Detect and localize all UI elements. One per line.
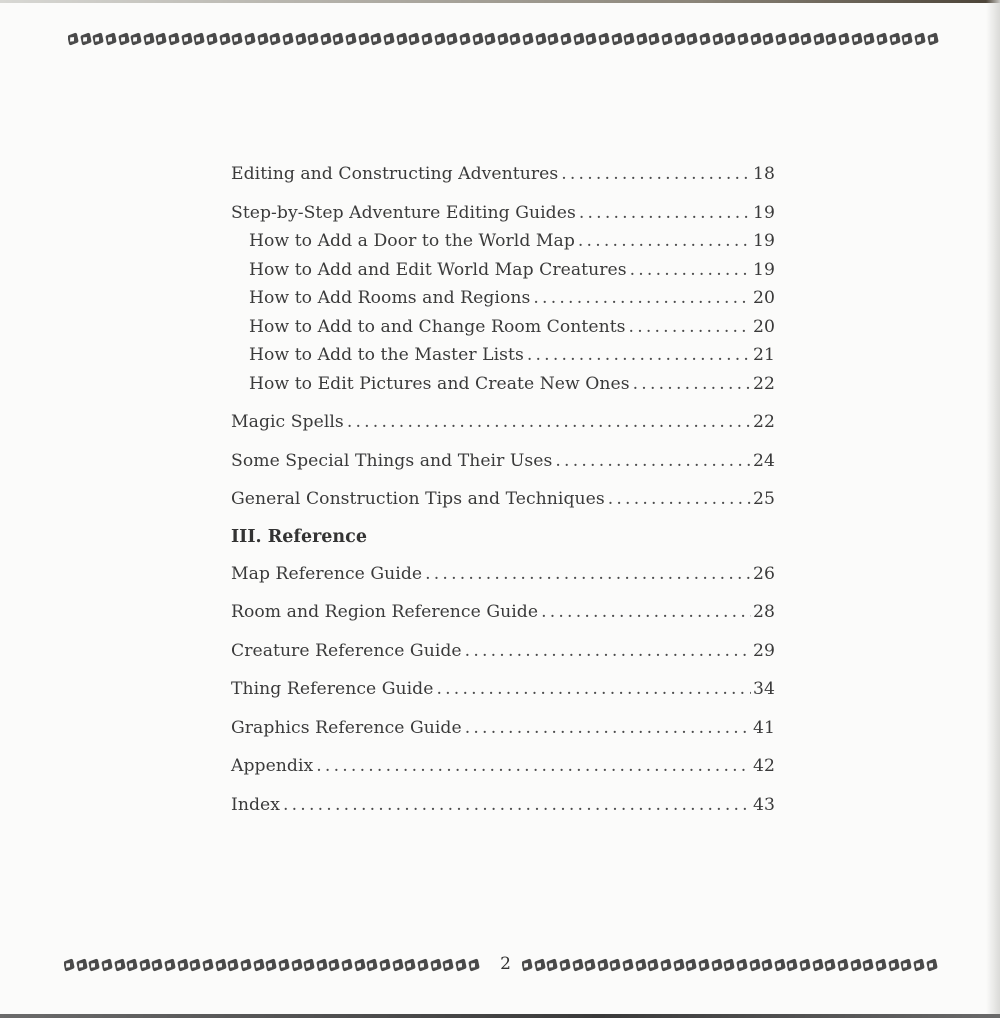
chain-link-icon (851, 32, 862, 45)
chain-link-icon (711, 958, 722, 971)
bottom-left-chain-border (64, 958, 489, 972)
chain-link-icon (522, 958, 533, 971)
chain-link-icon (320, 32, 331, 45)
dot-leader (555, 447, 751, 476)
chain-link-icon (927, 32, 938, 45)
chain-link-icon (597, 958, 608, 971)
chain-link-icon (307, 32, 318, 45)
toc-entry-page: 20 (753, 316, 775, 337)
toc-entry-title: How to Add Rooms and Regions (249, 288, 531, 308)
chain-link-icon (799, 958, 810, 971)
toc-entry[interactable] (231, 485, 775, 514)
bottom-right-chain-border (522, 958, 944, 972)
chain-link-icon (421, 32, 432, 45)
toc-entry-page: 43 (753, 794, 775, 815)
chain-link-icon (648, 958, 659, 971)
chain-link-icon (459, 32, 470, 45)
spacer (231, 704, 775, 714)
chain-link-icon (926, 958, 937, 971)
toc-entry[interactable] (231, 675, 775, 704)
spacer (231, 189, 775, 199)
chain-link-icon (762, 32, 773, 45)
chain-link-icon (636, 32, 647, 45)
chain-link-icon (725, 32, 736, 45)
chain-link-icon (329, 958, 340, 971)
toc-subentry[interactable] (231, 227, 775, 256)
chain-link-icon (864, 32, 875, 45)
toc-entry[interactable] (231, 752, 775, 781)
toc-entry[interactable] (231, 791, 775, 820)
chain-link-icon (442, 958, 453, 971)
scan-top-edge (0, 0, 1000, 3)
toc-entry-title: How to Add a Door to the World Map (249, 231, 575, 251)
toc-entry-title: How to Add to and Change Room Contents (249, 316, 626, 337)
spacer (231, 781, 775, 791)
dot-leader (541, 598, 751, 627)
toc-entry-title: Room and Region Reference Guide (231, 602, 539, 622)
dot-leader (629, 313, 751, 342)
chain-link-icon (130, 32, 141, 45)
toc-entry-page: 25 (753, 489, 775, 509)
chain-link-icon (417, 958, 428, 971)
chain-link-icon (101, 958, 112, 971)
chain-link-icon (152, 958, 163, 971)
chain-link-icon (266, 958, 277, 971)
chain-link-icon (611, 32, 622, 45)
chain-link-icon (900, 958, 911, 971)
chain-link-icon (902, 32, 913, 45)
page-number: 2 (500, 954, 511, 974)
dot-leader (579, 199, 751, 228)
spacer (231, 627, 775, 637)
toc-entry-title: Magic Spells (231, 412, 344, 432)
dot-leader (465, 714, 751, 743)
chain-link-icon (232, 32, 243, 45)
toc-subentry[interactable] (231, 256, 775, 285)
dot-leader (283, 791, 751, 820)
toc-subentry[interactable] (231, 341, 775, 370)
toc-entry-page: 28 (753, 602, 775, 622)
toc-entry-title: Some Special Things and Their Uses (231, 450, 553, 471)
chain-link-icon (788, 32, 799, 45)
chain-link-icon (825, 958, 836, 971)
chain-link-icon (750, 32, 761, 45)
chain-link-icon (194, 32, 205, 45)
chain-link-icon (775, 32, 786, 45)
chain-link-icon (64, 958, 75, 971)
chain-link-icon (396, 32, 407, 45)
chain-link-icon (430, 958, 441, 971)
toc-entry-page: 41 (753, 717, 775, 738)
toc-entry-title: Index (231, 794, 280, 815)
dot-leader (465, 637, 751, 666)
chain-link-icon (181, 32, 192, 45)
chain-link-icon (333, 32, 344, 45)
toc-entry[interactable] (231, 160, 775, 189)
chain-link-icon (156, 32, 167, 45)
chain-link-icon (787, 958, 798, 971)
chain-link-icon (623, 32, 634, 45)
toc-entry-page: 42 (753, 756, 775, 776)
spacer (231, 475, 775, 485)
chain-link-icon (622, 958, 633, 971)
chain-link-icon (826, 32, 837, 45)
chain-link-icon (354, 958, 365, 971)
chain-link-icon (813, 32, 824, 45)
toc-entry-title: How to Add to the Master Lists (249, 345, 524, 365)
chain-link-icon (253, 958, 264, 971)
chain-link-icon (800, 32, 811, 45)
chain-link-icon (484, 32, 495, 45)
chain-link-icon (383, 32, 394, 45)
chain-link-icon (240, 958, 251, 971)
dot-leader (316, 752, 751, 781)
chain-link-icon (724, 958, 735, 971)
chain-link-icon (80, 32, 91, 45)
chain-link-icon (838, 32, 849, 45)
toc-entry-title: Creature Reference Guide (231, 640, 462, 661)
toc-subentry[interactable] (231, 370, 775, 399)
toc-entry-title: Appendix (231, 756, 314, 776)
dot-leader (527, 341, 751, 370)
chain-link-icon (143, 32, 154, 45)
chain-link-icon (510, 32, 521, 45)
chain-link-icon (168, 32, 179, 45)
toc-entry[interactable] (231, 199, 775, 228)
chain-link-icon (649, 32, 660, 45)
chain-link-icon (586, 32, 597, 45)
chain-link-icon (888, 958, 899, 971)
chain-link-icon (736, 958, 747, 971)
chain-link-icon (837, 958, 848, 971)
chain-link-icon (278, 958, 289, 971)
top-chain-border (68, 32, 944, 46)
chain-link-icon (405, 958, 416, 971)
toc-subentry[interactable] (231, 284, 775, 313)
chain-link-icon (282, 32, 293, 45)
spacer (231, 588, 775, 598)
chain-link-icon (215, 958, 226, 971)
chain-link-icon (270, 32, 281, 45)
toc-entry-page: 26 (753, 563, 775, 584)
chain-link-icon (126, 958, 137, 971)
chain-link-icon (673, 958, 684, 971)
toc-entry-title: Thing Reference Guide (231, 679, 434, 699)
dot-leader (633, 370, 751, 399)
toc-entry-title: Editing and Constructing Adventures (231, 164, 559, 184)
chain-link-icon (876, 32, 887, 45)
chain-link-icon (535, 32, 546, 45)
dot-leader (425, 560, 751, 589)
chain-link-icon (371, 32, 382, 45)
chain-link-icon (190, 958, 201, 971)
chain-link-icon (316, 958, 327, 971)
chain-link-icon (68, 32, 79, 45)
chain-link-icon (674, 32, 685, 45)
dot-leader (347, 408, 751, 437)
toc-entry-title: How to Edit Pictures and Create New Ones (249, 373, 630, 394)
chain-link-icon (522, 32, 533, 45)
chain-link-icon (379, 958, 390, 971)
toc-entry[interactable] (231, 447, 775, 476)
chain-link-icon (409, 32, 420, 45)
chain-link-icon (392, 958, 403, 971)
chain-link-icon (177, 958, 188, 971)
toc-entry-page: 19 (753, 259, 775, 280)
chain-link-icon (244, 32, 255, 45)
chain-link-icon (89, 958, 100, 971)
chain-link-icon (206, 32, 217, 45)
chain-link-icon (699, 32, 710, 45)
spacer (231, 742, 775, 752)
toc-entry[interactable] (231, 560, 775, 589)
chain-link-icon (548, 32, 559, 45)
chain-link-icon (712, 32, 723, 45)
chain-link-icon (914, 32, 925, 45)
chain-link-icon (687, 32, 698, 45)
chain-link-icon (164, 958, 175, 971)
dot-leader (608, 485, 751, 514)
chain-link-icon (761, 958, 772, 971)
chain-link-icon (228, 958, 239, 971)
chain-link-icon (455, 958, 466, 971)
toc-entry-page: 29 (753, 640, 775, 661)
chain-link-icon (358, 32, 369, 45)
spacer (231, 665, 775, 675)
chain-link-icon (774, 958, 785, 971)
toc-entry-page: 20 (753, 288, 775, 308)
chain-link-icon (295, 32, 306, 45)
dot-leader (561, 160, 751, 189)
chain-link-icon (345, 32, 356, 45)
chain-link-icon (472, 32, 483, 45)
chain-link-icon (341, 958, 352, 971)
toc-entry-page: 22 (753, 373, 775, 394)
chain-link-icon (139, 958, 150, 971)
chain-link-icon (610, 958, 621, 971)
chain-link-icon (367, 958, 378, 971)
dot-leader (578, 227, 751, 256)
toc-entry-title: How to Add and Edit World Map Creatures (249, 259, 627, 280)
chain-link-icon (93, 32, 104, 45)
chain-link-icon (303, 958, 314, 971)
chain-link-icon (560, 32, 571, 45)
chain-link-icon (661, 32, 672, 45)
table-of-contents (231, 160, 775, 819)
chain-link-icon (434, 32, 445, 45)
chain-link-icon (202, 958, 213, 971)
chain-link-icon (291, 958, 302, 971)
toc-entry-title: Map Reference Guide (231, 563, 423, 584)
chain-link-icon (698, 958, 709, 971)
spacer (231, 437, 775, 447)
dot-leader (436, 675, 751, 704)
chain-link-icon (105, 32, 116, 45)
dot-leader (533, 284, 751, 313)
page-binding-shadow (986, 0, 1000, 1018)
chain-link-icon (219, 32, 230, 45)
chain-link-icon (559, 958, 570, 971)
chain-link-icon (534, 958, 545, 971)
toc-entry-page: 34 (753, 679, 775, 699)
toc-subentry[interactable] (231, 313, 775, 342)
chain-link-icon (468, 958, 479, 971)
dot-leader (630, 256, 751, 285)
toc-entry-title: Step-by-Step Adventure Editing Guides (231, 202, 576, 223)
chain-link-icon (635, 958, 646, 971)
chain-link-icon (660, 958, 671, 971)
chain-link-icon (913, 958, 924, 971)
chain-link-icon (812, 958, 823, 971)
chain-link-icon (875, 958, 886, 971)
toc-entry-page: 19 (753, 231, 775, 251)
chain-link-icon (497, 32, 508, 45)
chain-link-icon (686, 958, 697, 971)
chain-link-icon (572, 958, 583, 971)
chain-link-icon (257, 32, 268, 45)
section-heading: III. Reference (231, 526, 367, 547)
chain-link-icon (114, 958, 125, 971)
chain-link-icon (584, 958, 595, 971)
toc-entry[interactable] (231, 637, 775, 666)
chain-link-icon (850, 958, 861, 971)
scan-bottom-edge (0, 1014, 1000, 1018)
toc-entry-page: 18 (753, 164, 775, 184)
chain-link-icon (889, 32, 900, 45)
toc-entry[interactable] (231, 408, 775, 437)
spacer (231, 398, 775, 408)
chain-link-icon (547, 958, 558, 971)
toc-entry-page: 21 (753, 345, 775, 365)
chain-link-icon (118, 32, 129, 45)
toc-entry-title: General Construction Tips and Techniques (231, 489, 605, 509)
toc-entry-page: 22 (753, 412, 775, 432)
chain-link-icon (76, 958, 87, 971)
toc-entry[interactable] (231, 598, 775, 627)
chain-link-icon (863, 958, 874, 971)
chain-link-icon (598, 32, 609, 45)
toc-entry[interactable] (231, 714, 775, 743)
chain-link-icon (749, 958, 760, 971)
chain-link-icon (573, 32, 584, 45)
chain-link-icon (737, 32, 748, 45)
toc-entry-page: 19 (753, 202, 775, 223)
toc-entry-title: Graphics Reference Guide (231, 717, 462, 738)
chain-link-icon (446, 32, 457, 45)
toc-entry-page: 24 (753, 450, 775, 471)
